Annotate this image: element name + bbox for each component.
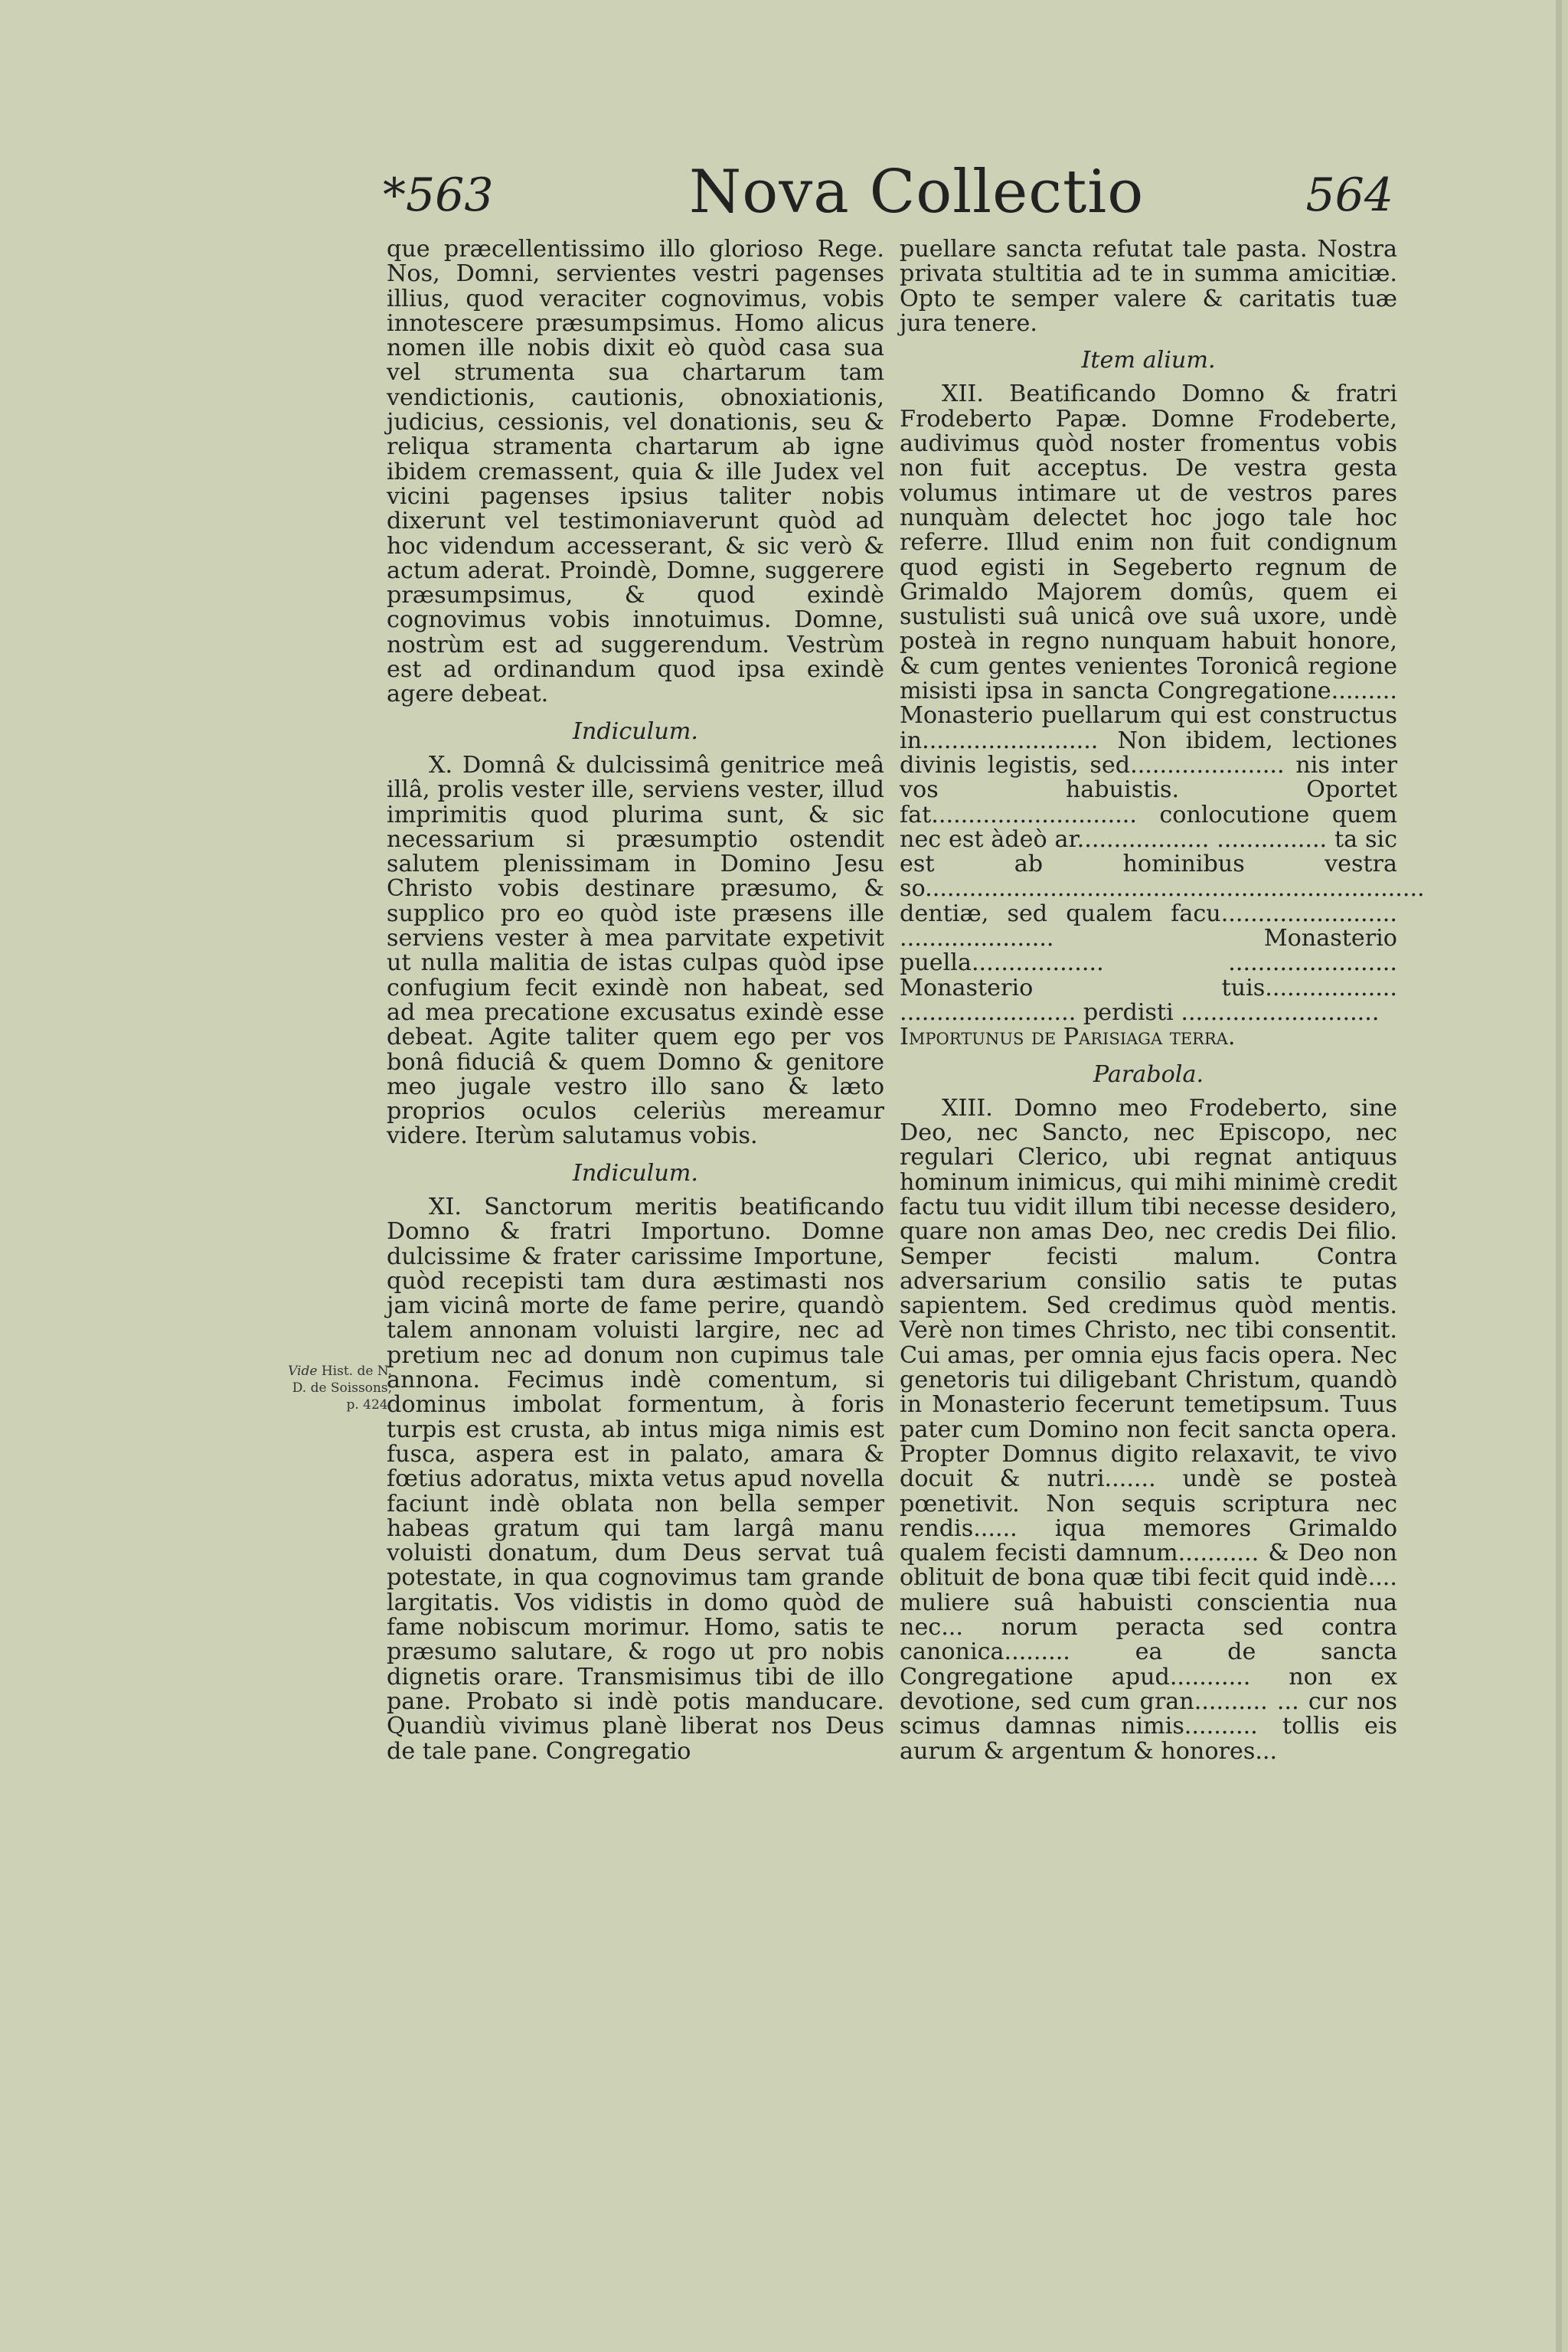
section-heading: Indiculum. — [572, 1159, 698, 1187]
paragraph: puellare sancta refutat tale pasta. Nostra privata stultitia ad te in summa amicitiæ. Opto te semper valere & caritatis tuæ jura tenere. — [900, 236, 1397, 337]
page-edge — [1556, 0, 1562, 2352]
paragraph: que præcellentissimo illo glorioso Rege. Nos, Domni, servientes vestri pagenses illius, quod veraciter cognovimus, vobis innotescere præsumpsimus. Homo alicus nomen ille nobis dixit eò quòd casa sua vel strumenta sua chartarum tam vendictionis, cautionis, obnoxiationis, judicius, cessionis, vel donationis, seu & reliqua stramenta chartarum ab igne ibidem cremassent, quia & ille Judex vel vicini pagenses ipsius taliter nobis dixerunt vel testimoniaverunt quòd ad hoc videndum accesserant, & sic verò & actum aderat. Proindè, Domne, suggerere præsumpsimus, & quod exindè cognovimus vobis innotuimus. Domne, nostrùm est ad suggerendum. Vestrùm est ad ordinandum quod ipsa exindè agere debeat. — [387, 236, 884, 708]
section-heading: Indiculum. — [572, 717, 698, 745]
margin-note-text: Hist. de N. D. de Soissons, p. 424. — [292, 1364, 392, 1413]
section-heading: Parabola. — [1093, 1060, 1204, 1088]
right-column — [900, 236, 1425, 1765]
left-column — [387, 237, 884, 1764]
paragraph: XII. Beatificando Domno & fratri Frodeberto Papæ. Domne Frodeberte, audivimus quòd noster fromentus vobis non fuit acceptus. De vestra gesta volumus intimare ut de vestros pares nunquàm delectet hoc jogo tale hoc referre. Illud enim non fuit condignum quod egisti in Segeberto regnum de Grimaldo Majorem domûs, quem ei sustulisti suâ unicâ ove suâ uxore, undè posteà in regno nunquam habuit honore, & cum gentes venientes Toronicâ regione misisti ipsa in sancta Congregatione......... Monasterio puellarum qui est constructus in........................ Non ibidem, lectiones divinis legistis, sed..................... nis inter vos habuistis. Oportet fat............................ conlocutione quem nec est àdeò ar.................. ............... ta sic est ab hominibus vestra so.................................................................... dentiæ, sed qualem facu........................ ..................... Monasterio puella.................. ....................... Monasterio tuis.................. ........................ perdisti ........................... — [900, 381, 1425, 1026]
paragraph: XIII. Domno meo Frodeberto, sine Deo, nec Sancto, nec Episcopo, nec regulari Clerico, ubi regnat antiquus hominum inimicus, qui mihi minimè credit factu tuu vidit illum tibi necesse desidero, quare non amas Deo, nec credis Dei filio. Semper fecisti malum. Contra adversarium consilio satis te putas sapientem. Sed credimus quòd mentis. Verè non times Christo, nec tibi consentit. Cui amas, per omnia ejus facis opera. Nec genetoris tui diligebant Christum, quandò in Monasterio fecerunt temetipsum. Tuus pater cum Domino non fecit sancta opera. Propter Domnus digito relaxavit, te vivo docuit & nutri....... undè se posteà pœnetivit. Non sequis scriptura nec rendis...... iqua memores Grimaldo qualem fecisti damnum........... & Deo non oblituit de bona quæ tibi fecit quid indè.... muliere suâ habuisti conscientia nua nec... norum peracta sed contra canonica......... ea de sancta Congregatione apud........... non ex devotione, sed cum gran.......... ... cur nos scimus damnas nimis.......... tollis eis aurum & argentum & honores... — [900, 1094, 1397, 1765]
section-heading: Item alium. — [1081, 347, 1216, 374]
page-number-right: 564 — [1305, 168, 1393, 222]
paragraph: XI. Sanctorum meritis beatificando Domno & fratri Importuno. Domne dulcissime & frater carissime Importune, quòd recepisti tam dura æstimasti nos jam vicinâ morte de fame perire, quandò talem annonam voluisti largire, nec ad pretium nec ad donum non cupimus tale annona. Fecimus indè comentum, si dominus imbolat formentum, à foris turpis est crusta, ab intus miga nimis est fusca, aspera est in palato, amara & fœtius adoratus, mixta vetus apud novella faciunt indè oblata non bella semper habeas gratum qui tam largâ manu voluisti donatum, dum Deus servat tuâ potestate, in qua cognovimus tam grande largitatis. Vos vidistis in domo quòd de fame nobiscum morimur. Homo, satis te præsumo salutare, & rogo ut pro nobis dignetis orare. Transmisimus tibi de illo pane. Probato si indè potis manducare. Quandiù vivimus planè liberat nos Deus de tale pane. Congregatio — [387, 1193, 884, 1765]
signature: Importunus de Parisiaga terra. — [900, 1024, 1236, 1051]
page-number-left: *563 — [383, 168, 494, 222]
running-title: Nova Collectio — [689, 158, 1145, 227]
margin-note — [285, 1363, 392, 1413]
paragraph: X. Domnâ & dulcissimâ genitrice meâ illâ, prolis vester ille, serviens vester, illud imprimitis quod plurima sunt, & sic necessarium si præsumptio ostendit salutem plenissimam in Domino Jesu Christo vobis destinare præsumo, & supplico pro eo quòd iste præsens ille serviens vester à mea parvitate expetivit ut nulla malitia de istas culpas quòd ipse confugium fecit exindè non habeat, sed ad mea precatione excusatus exindè esse debeat. Agite taliter quem ego per vos bonâ fiduciâ & quem Domno & genitore meo jugale vestro illo sano & læto proprios oculos celeriùs mereamur videre. Iterùm salutamus vobis. — [387, 751, 884, 1150]
margin-note-vide: Vide — [288, 1364, 318, 1379]
page-header — [375, 153, 1401, 237]
